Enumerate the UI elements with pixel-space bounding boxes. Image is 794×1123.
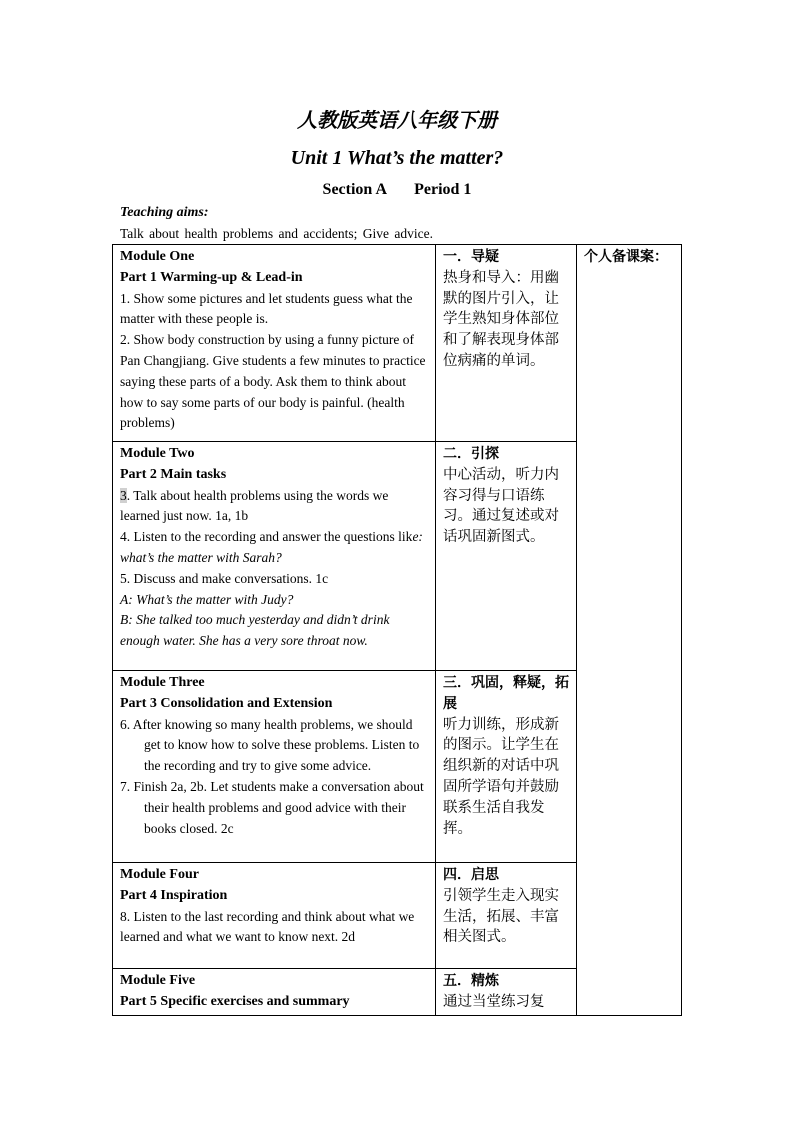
step-text: 8. Listen to the last recording and think about what we learned and what we want to know next. 2d [120,908,415,945]
procedure-cell [113,671,436,863]
step-text: 5. Discuss and make conversations. 1c [120,570,329,586]
step-number-highlight: 3 [120,487,127,503]
document-title: 人教版英语八年级下册 [297,108,497,132]
step-text [120,486,431,528]
note-heading: 五．精炼 [443,973,499,989]
table-row [113,245,682,442]
note-text: 中心活动，听力内容习得与口语练习。通过复述或对话巩固新图式。 [443,466,559,546]
design-note-cell [436,671,577,863]
part-title: Part 5 Specific exercises and summary [120,993,350,1009]
section-title: Section A Period 1 [322,181,472,198]
design-note-cell [436,969,577,1016]
note-heading: 四．启思 [443,867,499,883]
procedure-cell [113,969,436,1016]
module-title: Module Three [120,675,205,690]
note-text: 引领学生走入现实生活，拓展、丰富相关图式。 [443,887,559,946]
part-title: Part 1 Warming-up & Lead-in [120,269,303,285]
procedure-cell [113,863,436,969]
module-title: Module One [120,249,195,264]
note-heading: 三．巩固，释疑，拓展 [443,675,569,712]
note-text: 通过当堂练习复 [443,993,545,1010]
dialogue-line: B: She talked too much yesterday and didn’t drink enough water. She has a very sore throat now. [120,612,390,649]
teaching-aims-text: Talk about health problems and accidents; Give advice. [120,226,433,241]
step-text-content: 4. Listen to the recording and answer the questions lik [120,529,413,545]
part-title: Part 3 Consolidation and Extension [120,695,333,711]
module-title: Module Five [120,973,196,988]
design-note-cell [436,863,577,969]
procedure-cell [113,442,436,671]
note-heading: 二．引探 [443,446,499,462]
step-text: 2. Show body construction by using a funny picture of Pan Changjiang. Give students a few minutes to practice saying these parts of a body. Ask them to think about how to say some parts of our body is painful. (health problems) [120,332,426,431]
part-title: Part 2 Main tasks [120,466,227,482]
step-text: 7. Finish 2a, 2b. Let students make a conversation about their health problems and good advice with their books closed. 2c [120,778,424,836]
teaching-aims-label: Teaching aims: [120,205,209,220]
module-title: Module Two [120,446,195,461]
step-text [120,527,431,569]
part-title: Part 4 Inspiration [120,887,228,903]
procedure-cell [113,245,436,442]
personal-prep-header: 个人备课案： [584,249,668,265]
design-note-cell [436,442,577,671]
note-heading: 一．导疑 [443,249,499,265]
step-question: e: what’s the matter with Sarah? [120,529,423,565]
note-text: 热身和导入：用幽默的图片引入，让学生熟知身体部位和了解表现身体部位病痛的单词。 [443,269,559,369]
unit-title: Unit 1 What’s the matter? [290,147,504,169]
personal-prep-cell [577,245,682,1016]
design-note-cell [436,245,577,442]
lesson-plan-table [112,244,682,1016]
dialogue-line: A: What’s the matter with Judy? [120,591,294,607]
step-text: 6. After knowing so many health problems, we should get to know how to solve these problems. Listen to the recording and try to give some advice. [120,716,420,774]
step-text-content: . Talk about health problems using the words we learned just now. 1a, 1b [120,487,389,524]
note-text: 听力训练，形成新的图示。让学生在组织新的对话中巩固所学语句并鼓励联系生活自我发挥。 [443,716,559,837]
module-title: Module Four [120,867,199,882]
step-text: 1. Show some pictures and let students guess what the matter with these people is. [120,290,413,327]
